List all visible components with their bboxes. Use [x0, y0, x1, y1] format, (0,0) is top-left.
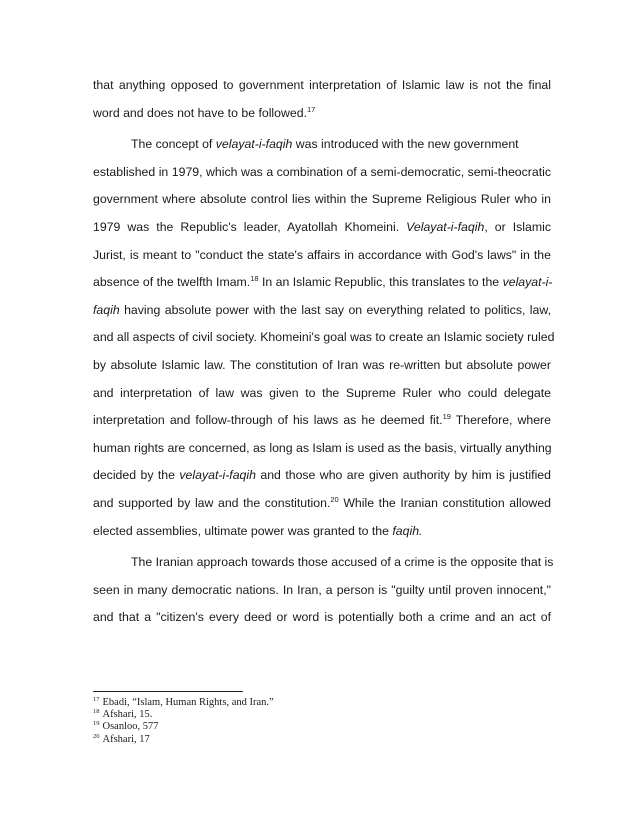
line-text: Jurist, is meant to "conduct the state's affairs in accordance with God's laws" in the [93, 247, 551, 262]
text-line [93, 131, 551, 159]
footnote-divider [93, 691, 243, 692]
line-text: human rights are concerned, as long as Islam is used as the basis, virtually anything [93, 440, 552, 455]
footnote-number: 18 [93, 708, 100, 716]
footnote-item [93, 709, 393, 721]
line-text: and those who are given authority by him is justified [255, 468, 551, 483]
footnote-ref: 19 [442, 412, 451, 422]
footnote-ref: 20 [330, 494, 339, 504]
text-line [93, 407, 551, 435]
italic-term: velayat-i-faqih [179, 468, 256, 483]
line-text: word and does not have to be followed. [93, 105, 307, 120]
footnote-item [93, 721, 393, 733]
text-line [93, 100, 551, 128]
line-text: and interpretation of law was given to the Supreme Ruler who could delegate [93, 385, 551, 400]
line-text: interpretation and follow-through of his laws as he deemed fit. [93, 413, 443, 428]
text-line [93, 462, 551, 490]
line-text: and supported by law and the constitution. [93, 495, 331, 510]
text-line [93, 352, 551, 380]
line-text: Therefore, where [450, 413, 551, 428]
text-line [93, 186, 551, 214]
italic-term: Velayat-i-faqih [406, 219, 485, 234]
line-text: The concept of [131, 137, 216, 152]
footnote-ref: 17 [306, 104, 316, 114]
footnote-text: Ebadi, “Islam, Human Rights, and Iran.” [102, 697, 274, 708]
line-text: seen in many democratic nations. In Iran, a person is "guilty until proven innocent," [93, 582, 551, 597]
footnote-number: 20 [93, 732, 100, 740]
footnote-number: 19 [93, 720, 100, 728]
line-text: and that a "citizen's every deed or word is potentially both a crime and an act of [93, 610, 551, 625]
line-text: absence of the twelfth Imam. [93, 275, 251, 290]
italic-term: faqih. [392, 523, 423, 538]
text-line [93, 549, 554, 577]
line-text: , or Islamic [484, 219, 551, 234]
footnote-text: Afshari, 17 [102, 733, 150, 745]
text-line [93, 242, 551, 270]
italic-term: velayat-i- [502, 275, 553, 290]
footnote-ref: 18 [250, 274, 259, 284]
line-text: In an Islamic Republic, this translates to the [258, 275, 503, 290]
footnote-text: Osanloo, 577 [102, 721, 159, 733]
line-text: While the Iranian constitution allowed [338, 495, 551, 510]
line-text: 1979 was the Republic's leader, Ayatollah Khomeini. [93, 219, 407, 234]
line-text: was introduced with the new government [292, 137, 519, 152]
line-text: established in 1979, which was a combination of a semi-democratic, semi-theocratic [93, 164, 551, 179]
text-line [93, 269, 551, 297]
text-line [93, 297, 551, 325]
italic-term: faqih [93, 302, 120, 317]
line-text: by absolute Islamic law. The constitution of Iran was re-written but absolute power [93, 357, 551, 372]
text-line [93, 518, 551, 546]
text-line [93, 72, 551, 100]
text-line [93, 324, 555, 352]
text-line [93, 380, 551, 408]
line-text: having absolute power with the last say on everything related to politics, law, [119, 302, 551, 317]
italic-term: velayat-i-faqih [215, 137, 293, 152]
line-text: decided by the [93, 468, 180, 483]
footnote-item [93, 697, 393, 709]
text-line [93, 604, 551, 632]
footnote-number: 17 [93, 696, 100, 703]
line-text: that anything opposed to government interpretation of Islamic law is not the final [93, 78, 551, 92]
line-text: elected assemblies, ultimate power was granted to the [93, 523, 393, 538]
line-text: government where absolute control lies within the Supreme Religious Ruler who in [93, 192, 551, 207]
text-line [93, 577, 551, 605]
footnote-text: Afshari, 15. [102, 709, 153, 721]
text-line [93, 214, 551, 242]
line-text: The Iranian approach towards those accused of a crime is the opposite that is [131, 555, 554, 570]
line-text: and all aspects of civil society. Khomeini's goal was to create an Islamic society ruled [93, 330, 555, 345]
text-line [93, 435, 551, 463]
text-line [93, 490, 551, 518]
text-line [93, 159, 551, 187]
body-text [93, 72, 555, 632]
footnote-item [93, 734, 393, 746]
footnotes [93, 697, 393, 746]
